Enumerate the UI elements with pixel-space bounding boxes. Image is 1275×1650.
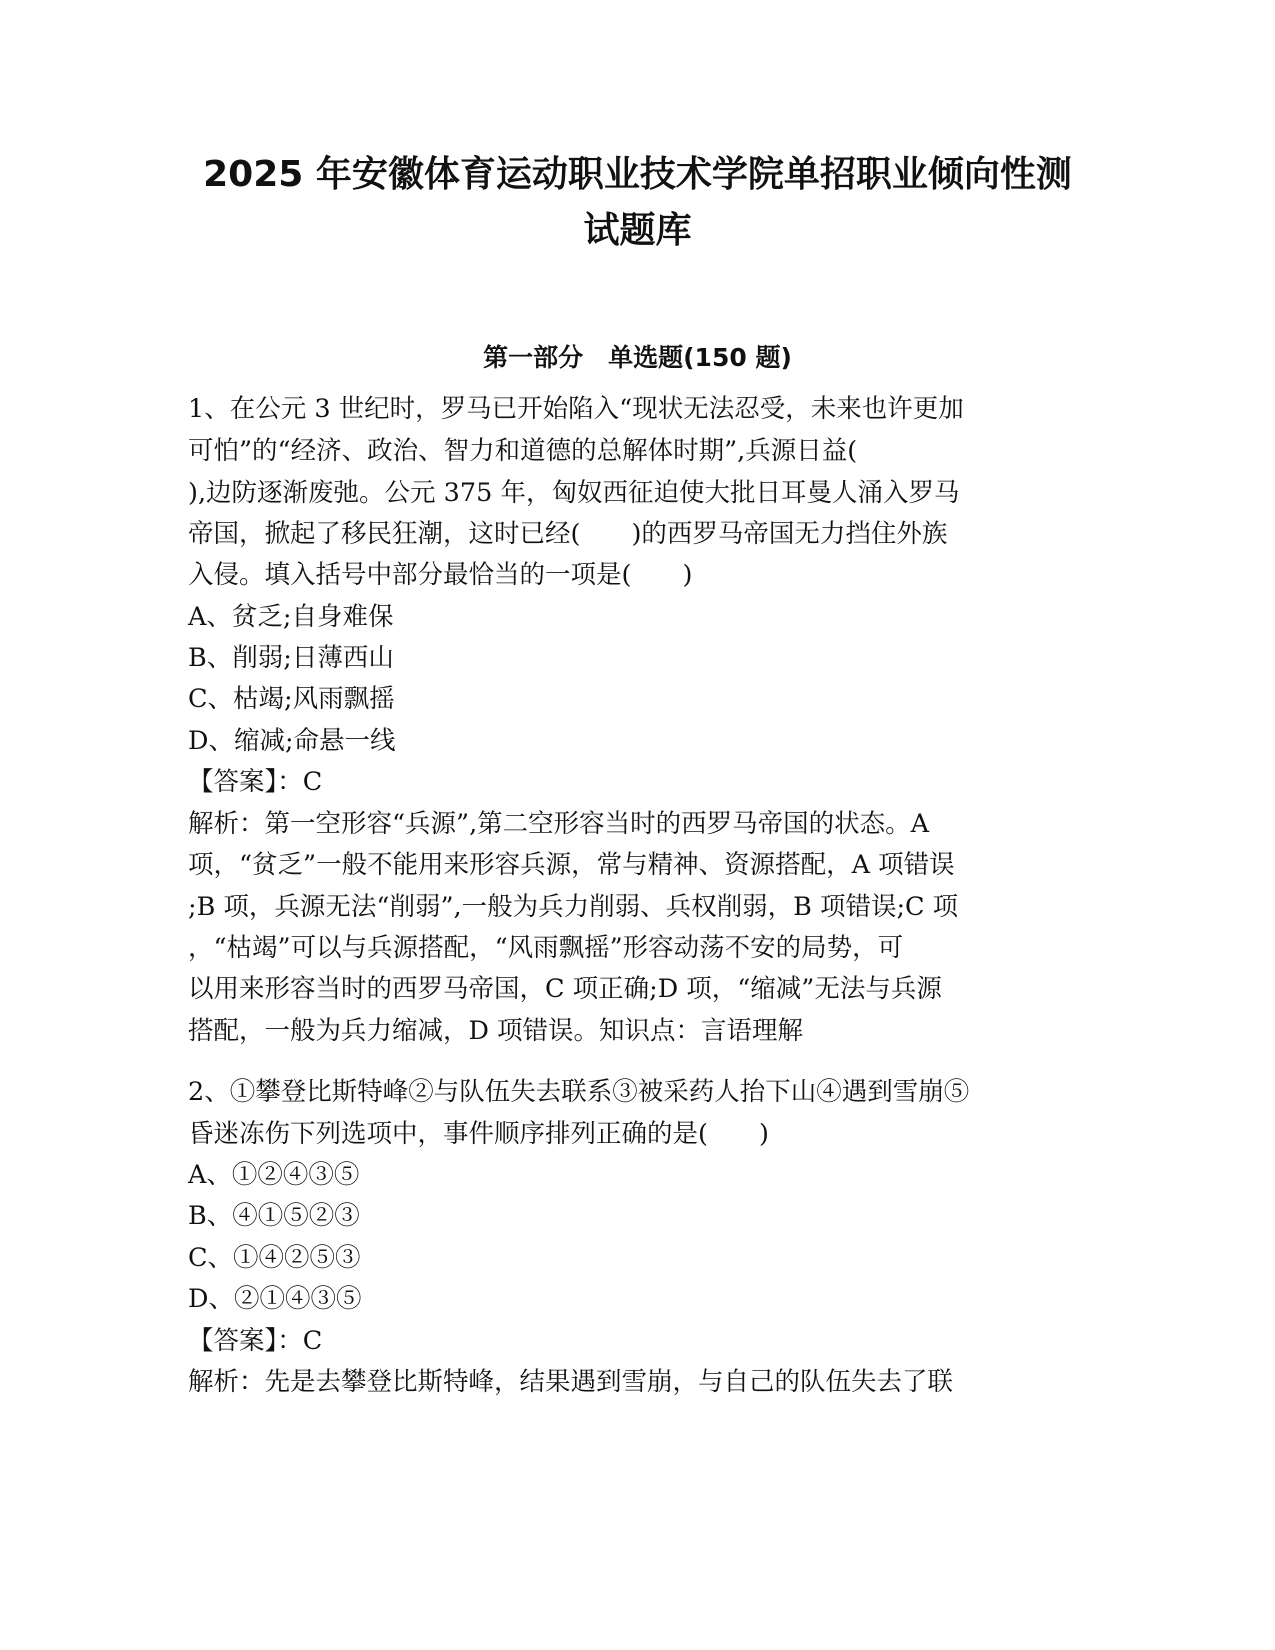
question-1-stem-line-4: 帝国，掀起了移民狂潮，这时已经( )的西罗马帝国无力挡住外族 — [188, 519, 948, 549]
question-2-stem-line-2: 昏迷冻伤下列选项中，事件顺序排列正确的是( ) — [188, 1119, 769, 1149]
question-1-analysis-line-5: 以用来形容当时的西罗马帝国，C 项正确;D 项，“缩减”无法与兵源 — [188, 974, 942, 1004]
question-1-option-c: C、枯竭;风雨飘摇 — [188, 684, 395, 714]
question-1-option-a: A、贫乏;自身难保 — [188, 602, 394, 632]
question-1-analysis-line-6: 搭配，一般为兵力缩减，D 项错误。知识点：言语理解 — [188, 1016, 804, 1046]
question-1-stem-line-2: 可怕”的“经济、政治、智力和道德的总解体时期”,兵源日益( — [188, 436, 858, 466]
document-title-line-2: 试题库 — [583, 210, 692, 251]
question-2-stem-line-1: 2、①攀登比斯特峰②与队伍失去联系③被采药人抬下山④遇到雪崩⑤ — [188, 1077, 970, 1107]
question-1-option-d: D、缩减;命悬一线 — [188, 726, 396, 756]
question-1-stem-line-3: ),边防逐渐废弛。公元 375 年，匈奴西征迫使大批日耳曼人涌入罗马 — [188, 478, 960, 508]
question-1-analysis-line-2: 项，“贫乏”一般不能用来形容兵源，常与精神、资源搭配，A 项错误 — [188, 850, 955, 880]
question-1-answer: 【答案】：C — [188, 767, 323, 797]
question-2-option-a: A、①②④③⑤ — [188, 1160, 360, 1190]
question-2-option-c: C、①④②⑤③ — [188, 1243, 361, 1273]
question-2-answer: 【答案】：C — [188, 1326, 323, 1356]
question-2-option-b: B、④①⑤②③ — [188, 1201, 360, 1231]
question-1-analysis-line-3: ;B 项，兵源无法“削弱”,一般为兵力削弱、兵权削弱，B 项错误;C 项 — [188, 892, 959, 922]
document-title-line-1: 2025 年安徽体育运动职业技术学院单招职业倾向性测 — [203, 154, 1072, 195]
question-1-stem-line-1: 1、在公元 3 世纪时，罗马已开始陷入“现状无法忍受，未来也许更加 — [188, 394, 964, 424]
question-1-analysis-line-1: 解析：第一空形容“兵源”,第二空形容当时的西罗马帝国的状态。A — [188, 809, 930, 839]
question-2-option-d: D、②①④③⑤ — [188, 1284, 362, 1314]
question-1-stem-line-5: 入侵。填入括号中部分最恰当的一项是( ) — [188, 560, 693, 590]
question-1-option-b: B、削弱;日薄西山 — [188, 643, 394, 673]
question-2-analysis-line-1: 解析：先是去攀登比斯特峰，结果遇到雪崩，与自己的队伍失去了联 — [188, 1367, 954, 1397]
question-1-analysis-line-4: ，“枯竭”可以与兵源搭配，“风雨飘摇”形容动荡不安的局势，可 — [188, 933, 904, 963]
section-heading: 第一部分 单选题(150 题) — [483, 343, 792, 372]
